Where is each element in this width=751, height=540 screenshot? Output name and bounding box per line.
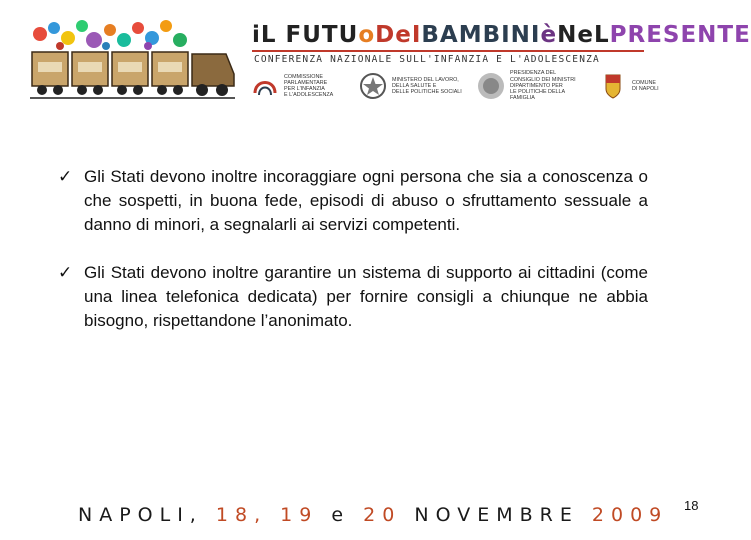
sponsor-logo bbox=[250, 70, 354, 102]
title-part: iL FUTU bbox=[252, 22, 359, 48]
sponsor-text: PRESIDENZA DEL CONSIGLIO DEI MINISTRI DIPARTIMENTO PER LE POLITICHE DELLA FAMIGLIA bbox=[510, 70, 576, 102]
sponsor-logo bbox=[476, 70, 580, 102]
conference-subtitle: CONFERENZA NAZIONALE SULL'INFANZIA E L'ADOLESCENZA bbox=[254, 54, 600, 65]
train-illustration bbox=[30, 14, 235, 104]
footer-month: NOVEMBRE bbox=[414, 504, 579, 526]
footer-conjunction: e bbox=[331, 504, 351, 526]
title-part: o bbox=[358, 22, 376, 48]
title-part: NeL bbox=[557, 22, 610, 48]
sponsor-text: COMUNE DI NAPOLI bbox=[632, 79, 659, 92]
naples-coat-of-arms-icon bbox=[598, 71, 628, 101]
footer-day: 20 bbox=[363, 504, 402, 526]
parliament-commission-logo-icon bbox=[250, 71, 280, 101]
header bbox=[0, 0, 751, 110]
footer-year: 2009 bbox=[591, 504, 669, 526]
title-part: è bbox=[540, 22, 558, 48]
title-part: DeI bbox=[375, 22, 422, 48]
italian-republic-emblem-icon bbox=[358, 71, 388, 101]
sponsor-logo bbox=[598, 70, 702, 102]
title-underline bbox=[252, 50, 644, 52]
sponsor-text: COMMISSIONE PARLAMENTARE PER L'INFANZIA E L'ADOLESCENZA bbox=[284, 73, 334, 99]
footer-days: 18, 19 bbox=[215, 504, 319, 526]
checkmark-icon: ✓ bbox=[58, 167, 73, 187]
page-number: 18 bbox=[684, 498, 699, 513]
title-part: PRESENTE bbox=[609, 22, 751, 48]
footer-city: NAPOLI, bbox=[78, 504, 203, 526]
checkmark-icon: ✓ bbox=[58, 263, 73, 283]
sponsor-logo bbox=[358, 70, 462, 102]
bullet-text: Gli Stati devono inoltre incoraggiare ogni persona che sia a conoscenza o che sospetti, in buona fede, episodi di abuso o sfruttamento sessuale a danno di minori, a segnalarli ai servizi competenti. bbox=[84, 167, 648, 234]
bullet-item bbox=[58, 261, 648, 333]
bullet-item bbox=[58, 165, 648, 237]
event-date-footer bbox=[78, 504, 668, 526]
title-part: BAMBINI bbox=[421, 22, 541, 48]
bullet-text: Gli Stati devono inoltre garantire un sistema di supporto ai cittadini (come una linea telefonica dedicata) per fornire consigli a chiunque ne abbia bisogno, rispettandone l’anonimato. bbox=[84, 263, 648, 330]
slide-content bbox=[58, 165, 648, 357]
council-presidency-seal-icon bbox=[476, 71, 506, 101]
sponsor-logos bbox=[250, 70, 660, 104]
conference-title bbox=[252, 22, 751, 48]
sponsor-text: MINISTERO DEL LAVORO, DELLA SALUTE E DELLE POLITICHE SOCIALI bbox=[392, 76, 462, 96]
